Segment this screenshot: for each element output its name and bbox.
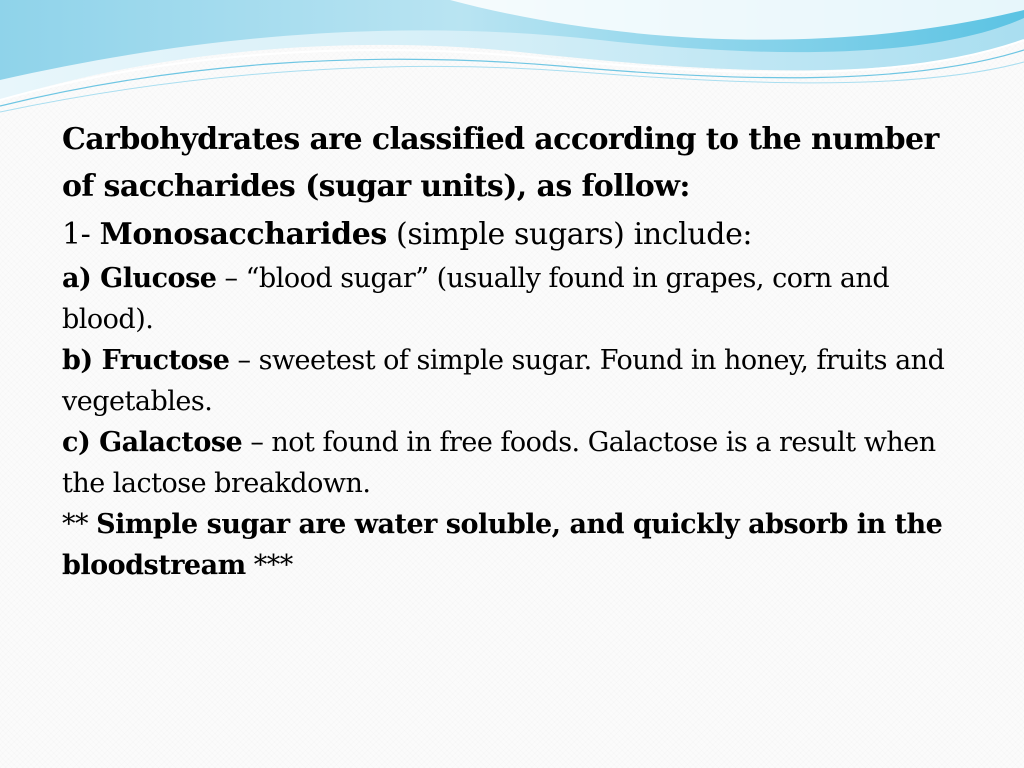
note-prefix: ** [62, 509, 97, 540]
list-item-fructose [62, 340, 962, 422]
item-term: Fructose [101, 345, 230, 376]
note-suffix: *** [245, 550, 293, 581]
item-term: Galactose [99, 427, 243, 458]
heading-prefix: 1- [62, 217, 100, 252]
monosaccharides-heading [62, 212, 962, 258]
note-bold-text: Simple sugar are water soluble, and quickly absorb in the bloodstream [62, 509, 943, 581]
item-letter: a) [62, 263, 101, 294]
summary-note [62, 504, 962, 586]
item-text: – sweetest of simple sugar. Found in honey, fruits and vegetables. [62, 345, 945, 417]
slide-content [62, 116, 962, 586]
heading-term: Monosaccharides [99, 217, 387, 252]
heading-rest: (simple sugars) include: [386, 217, 753, 252]
item-letter: b) [62, 345, 102, 376]
list-item-glucose [62, 258, 962, 340]
item-text: – not found in free foods. Galactose is a result when the lactose breakdown. [62, 427, 936, 499]
item-text: – “blood sugar” (usually found in grapes, corn and blood). [62, 263, 890, 335]
list-item-galactose [62, 422, 962, 504]
item-term: Glucose [100, 263, 217, 294]
slide-title: Carbohydrates are classified according to the number of saccharides (sugar units), as follow: [62, 122, 939, 204]
item-letter: c) [62, 427, 100, 458]
header-wave-decoration [0, 0, 1024, 120]
